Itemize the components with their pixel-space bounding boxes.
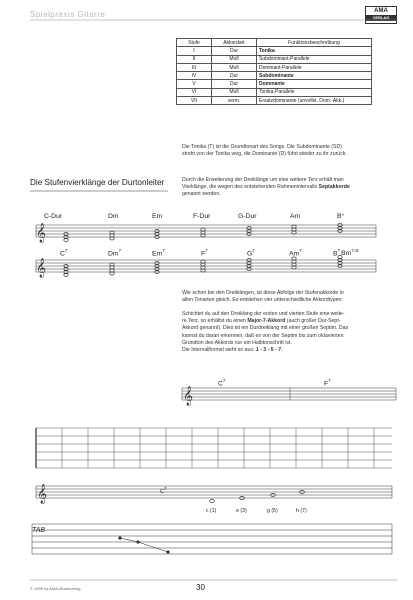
chord-label: $C^7$ (160, 486, 167, 495)
text-fragment: Vierklänge, die wegen des entstehenden Rahmenintervalls (182, 184, 319, 191)
chord-notes (64, 224, 342, 277)
tab-finger-line (120, 538, 168, 552)
example-staff (182, 388, 396, 400)
note-head (292, 266, 296, 269)
table-cell: Tonika-Parallele (257, 88, 372, 96)
text-line: Die Intervallformel sieht so aus: 1 - 3 - 5 - 7. (182, 347, 283, 354)
note-head (110, 231, 114, 234)
note-head (292, 263, 296, 266)
treble-clef-icon: 𝄞 (183, 386, 194, 406)
text-line: allen Tonarten gleich. Es entstehen vier unterschiedliche Akkordtypen: (182, 297, 343, 304)
logo-bottom: VERLAG (366, 15, 396, 21)
chord-label: $F^7$ (324, 378, 331, 388)
tab-staff (32, 524, 392, 554)
note-label: e (3) (236, 508, 247, 514)
text-line: genannt werden. (182, 191, 221, 198)
chord-label: $C^7$ (218, 378, 226, 388)
table-cell: verm. (212, 97, 257, 105)
text-line: Akkord genannt). Dies ist ein Durdreiklang mit einer großen Septim. Das (182, 325, 349, 332)
staff-1 (36, 225, 376, 237)
table-cell: V (177, 80, 212, 88)
text-bold: Septakkorde (318, 184, 350, 191)
note-head (292, 231, 296, 234)
table-cell: IV (177, 72, 212, 80)
note-head (110, 266, 114, 269)
text-line: Durch die Erweiterung der Dreiklänge um eine weitere Terz erhält man (182, 177, 344, 183)
note-head (201, 260, 205, 263)
footer-copyright: © 1995 by AMA-Musikverlag (30, 586, 81, 591)
text-line: strebt von der Tonika weg, die Dominante (D) führt wieder zu ihr zurück. (182, 151, 347, 158)
note-label: c (1) (206, 508, 217, 514)
chord-label: Em (152, 213, 163, 220)
note-head (201, 263, 205, 266)
table-cell: Dur (212, 72, 257, 80)
chord-label: Am (290, 213, 301, 220)
note-head (110, 234, 114, 237)
text-line: Grundton des Akkords nur ein Halbtonschritt ist. (182, 339, 292, 346)
chord-label: $B^7Bm^{7♭5}$ (333, 248, 359, 258)
tab-marker (166, 550, 169, 553)
chord-label: $C^7$ (60, 248, 68, 258)
table-header: Funktionsbeschreibung (257, 39, 372, 47)
fretboard-diagram (36, 428, 392, 468)
chord-label: Dm (108, 213, 119, 220)
table-cell: II (177, 55, 212, 63)
note-staff (36, 486, 392, 498)
table-cell: Dominant-Parallele (257, 63, 372, 71)
table-cell: Ersatzdominante (unvollst. Dom.-Akk.) (257, 97, 372, 105)
chord-label: Dm$^7$ (108, 248, 122, 258)
table-cell: Dur (212, 47, 257, 55)
text-line: Die Tonika (T) ist die Grundtonart des Songs. Die Subdominante (SD) (182, 144, 342, 150)
tab-marker (136, 540, 139, 543)
logo-top: AMA (374, 8, 388, 14)
note-head (201, 266, 205, 269)
note-label: g (5) (267, 508, 278, 514)
table-cell: Moll (212, 55, 257, 63)
chord-label: Em$^7$ (152, 248, 165, 258)
table-cell: Tonika (257, 47, 372, 55)
text-line: re Terz, so erhältst du einen Major-7-Akkord (auch großer Dur-Sept- (182, 318, 341, 325)
note-head (64, 239, 68, 242)
table-cell: Subdominant-Parallele (257, 55, 372, 63)
table-cell: Dur (212, 80, 257, 88)
note-head (292, 260, 296, 263)
note-head (110, 237, 114, 240)
chord-label: F-Dur (193, 213, 211, 220)
chord-label: B° (337, 213, 345, 220)
header-title: Spielpraxis Gitarre (30, 10, 106, 19)
text-line: Wie schon bei den Dreiklängen, ist diese Abfolge der Stufenakkorde in (182, 290, 344, 296)
note-head (201, 269, 205, 272)
treble-clef-icon: 𝄞 (36, 258, 47, 278)
table-cell: VI (177, 88, 212, 96)
chord-label: C-Dur (44, 213, 63, 220)
note-head (110, 269, 114, 272)
section-title: Die Stufenvierklänge der Durtonleiter (30, 178, 165, 187)
tab-label: TAB (32, 527, 46, 534)
text-line: kannst du daran erkennen, daß es von der Septim bis zum oktavierten (182, 332, 344, 339)
chord-label: G-Dur (238, 213, 257, 220)
page-number: 30 (196, 583, 205, 592)
table-cell: III (177, 63, 212, 71)
chord-label: $G^7$ (247, 248, 255, 258)
note-head (201, 228, 205, 231)
note-head (110, 263, 114, 266)
note-head (201, 231, 205, 234)
table-cell: Subdominante (257, 72, 372, 80)
table-cell: I (177, 47, 212, 55)
note-head (110, 272, 114, 275)
note-head (210, 499, 215, 502)
note-label: h (7) (296, 508, 307, 514)
note-head (292, 228, 296, 231)
note-head (201, 234, 205, 237)
table-cell: Moll (212, 63, 257, 71)
note-head (292, 225, 296, 228)
staff-2 (36, 260, 376, 272)
table-cell: Moll (212, 88, 257, 96)
note-head (64, 274, 68, 277)
chord-label: $F^7$ (201, 248, 208, 258)
table-header: Stufe (177, 39, 212, 47)
note-head (292, 257, 296, 260)
treble-clef-icon: 𝄞 (36, 223, 47, 243)
table-cell: VII (177, 97, 212, 105)
table-header: Akkordart (212, 39, 257, 47)
table-cell: Dominante (257, 80, 372, 88)
text-line: Schichtet du auf den Dreiklang der ersten und vierten Stufe eine weite- (182, 311, 345, 317)
chord-label: Am$^7$ (289, 248, 302, 258)
note-head (338, 256, 342, 259)
treble-clef-icon: 𝄞 (37, 484, 48, 504)
tab-marker (118, 536, 121, 539)
